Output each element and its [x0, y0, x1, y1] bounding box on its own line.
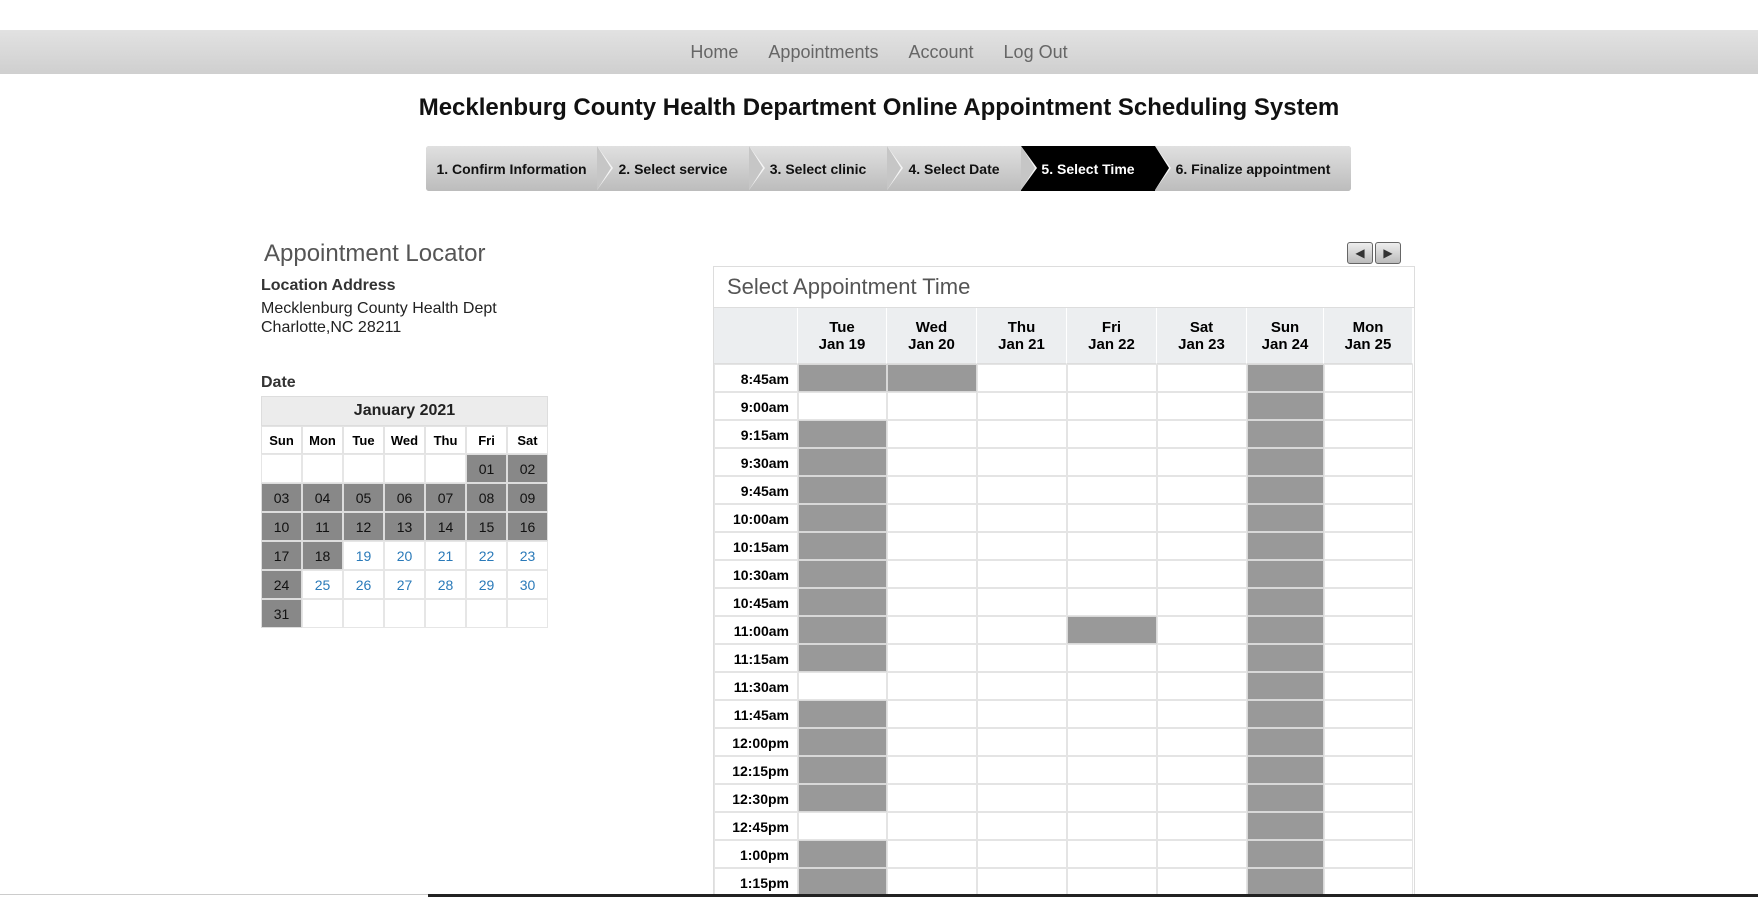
time-label: 9:30am [714, 448, 798, 476]
day-date: Jan 20 [908, 335, 955, 353]
time-label: 11:00am [714, 616, 798, 644]
week-nav [1347, 242, 1401, 264]
time-slot-available[interactable] [1324, 504, 1413, 532]
time-slot-unavailable [1247, 728, 1324, 756]
time-slot-available[interactable] [977, 476, 1067, 504]
time-slot-available[interactable] [977, 812, 1067, 840]
calendar-day: 12 [343, 512, 384, 541]
time-slot-available[interactable] [977, 588, 1067, 616]
time-label: 11:30am [714, 672, 798, 700]
time-slot-available[interactable] [1324, 784, 1413, 812]
time-slot-available[interactable] [887, 840, 977, 868]
step-label: 4. Select Date [908, 160, 1000, 177]
time-slot-available[interactable] [1324, 616, 1413, 644]
day-column-header [887, 308, 977, 364]
time-slot-unavailable [798, 420, 887, 448]
previous-week-button[interactable] [1347, 242, 1373, 264]
page-title: Mecklenburg County Health Department Online Appointment Scheduling System [418, 94, 1340, 121]
time-slot-available[interactable] [1157, 868, 1247, 896]
calendar-day: 05 [343, 483, 384, 512]
time-label: 10:45am [714, 588, 798, 616]
time-label: 12:30pm [714, 784, 798, 812]
calendar-day[interactable]: 19 [343, 541, 384, 570]
time-slot-unavailable [798, 588, 887, 616]
step-label: 1. Confirm Information [436, 160, 587, 177]
day-date: Jan 22 [1088, 335, 1135, 353]
time-slot-unavailable [798, 868, 887, 896]
time-slot-unavailable [1247, 448, 1324, 476]
day-column-header [1247, 308, 1324, 364]
time-slot-available[interactable] [977, 392, 1067, 420]
time-slot-available[interactable] [1324, 728, 1413, 756]
address-line-2: Charlotte,NC 28211 [261, 319, 402, 336]
step-label: 6. Finalize appointment [1175, 160, 1331, 177]
calendar-empty-cell [343, 454, 384, 483]
day-of-week: Sun [1270, 318, 1300, 336]
day-column-header [1067, 308, 1157, 364]
calendar-empty-cell [261, 454, 302, 483]
time-slot-available[interactable] [798, 392, 887, 420]
time-slot-available[interactable] [1157, 784, 1247, 812]
calendar-day[interactable]: 29 [466, 570, 507, 599]
time-slot-available[interactable] [1157, 476, 1247, 504]
day-column-header [977, 308, 1067, 364]
time-slot-available[interactable] [1324, 364, 1413, 392]
calendar-empty-cell [343, 599, 384, 628]
location-address-label: Location Address [261, 277, 396, 294]
time-label: 9:45am [714, 476, 798, 504]
step-label: 5. Select Time [1041, 160, 1135, 177]
time-slot-available[interactable] [1157, 756, 1247, 784]
time-slot-unavailable [1247, 672, 1324, 700]
calendar-day: 04 [302, 483, 343, 512]
calendar-day: 03 [261, 483, 302, 512]
time-slot-available[interactable] [977, 756, 1067, 784]
time-slot-available[interactable] [1324, 420, 1413, 448]
time-slot-available[interactable] [887, 504, 977, 532]
time-slot-available[interactable] [887, 588, 977, 616]
calendar-empty-cell [384, 454, 425, 483]
time-slot-available[interactable] [977, 672, 1067, 700]
calendar-empty-cell [302, 599, 343, 628]
time-slot-available[interactable] [977, 784, 1067, 812]
time-slot-unavailable [1247, 812, 1324, 840]
time-slot-available[interactable] [887, 420, 977, 448]
nav-logout-link[interactable]: Log Out [1003, 41, 1068, 62]
calendar-day: 08 [466, 483, 507, 512]
calendar-day[interactable]: 21 [425, 541, 466, 570]
time-slot-available[interactable] [887, 560, 977, 588]
time-slot-available[interactable] [1067, 868, 1157, 896]
time-slot-available[interactable] [1324, 700, 1413, 728]
time-slot-available[interactable] [887, 784, 977, 812]
time-slot-unavailable [798, 448, 887, 476]
calendar-day: 06 [384, 483, 425, 512]
weekday-header: Sun [261, 426, 302, 454]
time-slot-available[interactable] [1324, 868, 1413, 896]
calendar-empty-cell [507, 599, 548, 628]
time-slot-available[interactable] [1157, 700, 1247, 728]
time-slot-unavailable [887, 364, 977, 392]
time-slot-available[interactable] [1324, 532, 1413, 560]
day-date: Jan 24 [1261, 335, 1309, 353]
time-slot-available[interactable] [1324, 756, 1413, 784]
nav-appointments-link[interactable]: Appointments [768, 41, 879, 62]
appointment-time-grid [713, 266, 1415, 896]
time-slot-available[interactable] [1157, 728, 1247, 756]
weekday-header: Sat [507, 426, 548, 454]
time-label: 12:00pm [714, 728, 798, 756]
time-slot-available[interactable] [1067, 644, 1157, 672]
day-date: Jan 19 [818, 335, 866, 353]
time-slot-available[interactable] [1157, 364, 1247, 392]
time-label: 10:00am [714, 504, 798, 532]
time-slot-available[interactable] [1157, 392, 1247, 420]
time-slot-unavailable [1247, 840, 1324, 868]
time-slot-unavailable [1247, 700, 1324, 728]
day-column-header [798, 308, 887, 364]
time-slot-unavailable [798, 504, 887, 532]
calendar-day[interactable]: 27 [384, 570, 425, 599]
left-triangle-icon: ◀ [1355, 246, 1365, 260]
top-nav-bar [0, 30, 1758, 74]
time-slot-available[interactable] [1157, 532, 1247, 560]
time-slot-unavailable [798, 476, 887, 504]
time-slot-unavailable [1247, 560, 1324, 588]
time-slot-available[interactable] [977, 728, 1067, 756]
time-slot-unavailable [798, 756, 887, 784]
calendar-empty-cell [384, 599, 425, 628]
step-label: 3. Select clinic [769, 160, 867, 177]
time-slot-available[interactable] [1324, 588, 1413, 616]
time-slot-available[interactable] [977, 840, 1067, 868]
address-line-1: Mecklenburg County Health Dept [261, 300, 497, 317]
time-slot-available[interactable] [887, 728, 977, 756]
calendar-month-title: January 2021 [261, 396, 548, 426]
time-slot-available[interactable] [977, 616, 1067, 644]
calendar-day: 18 [302, 541, 343, 570]
step-label: 2. Select service [618, 160, 728, 177]
time-slot-unavailable [1247, 784, 1324, 812]
weekday-header: Thu [425, 426, 466, 454]
grid-corner-header [714, 308, 798, 364]
time-slot-unavailable [798, 784, 887, 812]
time-slot-available[interactable] [887, 448, 977, 476]
calendar-day: 07 [425, 483, 466, 512]
time-slot-unavailable [1247, 532, 1324, 560]
day-of-week: Thu [1007, 318, 1036, 336]
time-slot-available[interactable] [1067, 728, 1157, 756]
time-slot-available[interactable] [1067, 504, 1157, 532]
calendar-day[interactable]: 25 [302, 570, 343, 599]
time-label: 10:15am [714, 532, 798, 560]
right-triangle-icon: ▶ [1383, 246, 1393, 260]
calendar-day[interactable]: 30 [507, 570, 548, 599]
time-slot-available[interactable] [977, 420, 1067, 448]
time-slot-available[interactable] [1157, 616, 1247, 644]
time-slot-available[interactable] [1324, 448, 1413, 476]
time-label: 8:45am [714, 364, 798, 392]
time-slot-unavailable [1247, 476, 1324, 504]
time-slot-available[interactable] [977, 364, 1067, 392]
step-finalize-appointment[interactable] [1155, 146, 1351, 191]
time-slot-available[interactable] [887, 532, 977, 560]
nav-home-link[interactable]: Home [690, 41, 739, 62]
time-slot-available[interactable] [1157, 840, 1247, 868]
calendar-empty-cell [425, 599, 466, 628]
calendar-day: 16 [507, 512, 548, 541]
time-slot-available[interactable] [1157, 504, 1247, 532]
day-date: Jan 21 [998, 335, 1045, 353]
step-select-clinic[interactable] [749, 146, 887, 191]
time-slot-available[interactable] [887, 644, 977, 672]
calendar-day: 10 [261, 512, 302, 541]
date-calendar [261, 396, 548, 628]
time-label: 12:15pm [714, 756, 798, 784]
time-slot-available[interactable] [1067, 392, 1157, 420]
time-slot-available[interactable] [1324, 392, 1413, 420]
calendar-day[interactable]: 20 [384, 541, 425, 570]
time-slot-available[interactable] [887, 756, 977, 784]
time-slot-unavailable [1247, 644, 1324, 672]
time-slot-unavailable [1247, 756, 1324, 784]
date-label: Date [261, 374, 296, 391]
time-slot-available[interactable] [798, 672, 887, 700]
calendar-day: 14 [425, 512, 466, 541]
calendar-empty-cell [302, 454, 343, 483]
divider [0, 894, 428, 895]
day-date: Jan 25 [1344, 335, 1392, 353]
time-slot-available[interactable] [1157, 560, 1247, 588]
calendar-day: 17 [261, 541, 302, 570]
calendar-day: 01 [466, 454, 507, 483]
calendar-day[interactable]: 26 [343, 570, 384, 599]
time-label: 11:15am [714, 644, 798, 672]
time-slot-available[interactable] [887, 476, 977, 504]
time-slot-available[interactable] [1157, 420, 1247, 448]
time-slot-available[interactable] [1067, 812, 1157, 840]
calendar-day: 09 [507, 483, 548, 512]
time-slot-available[interactable] [1324, 672, 1413, 700]
weekday-header: Wed [384, 426, 425, 454]
time-slot-unavailable [798, 364, 887, 392]
calendar-day: 02 [507, 454, 548, 483]
time-slot-unavailable [1247, 616, 1324, 644]
time-slot-available[interactable] [1067, 532, 1157, 560]
schedule-title: Select Appointment Time [714, 267, 1414, 308]
time-slot-available[interactable] [887, 700, 977, 728]
calendar-day: 31 [261, 599, 302, 628]
time-slot-available[interactable] [1067, 560, 1157, 588]
day-of-week: Wed [915, 318, 948, 336]
calendar-empty-cell [425, 454, 466, 483]
time-label: 9:15am [714, 420, 798, 448]
time-slot-available[interactable] [1067, 784, 1157, 812]
calendar-day: 13 [384, 512, 425, 541]
time-label: 1:00pm [714, 840, 798, 868]
time-slot-available[interactable] [977, 868, 1067, 896]
day-date: Jan 23 [1178, 335, 1225, 353]
time-slot-unavailable [798, 728, 887, 756]
time-slot-unavailable [798, 532, 887, 560]
time-slot-available[interactable] [1324, 560, 1413, 588]
time-slot-unavailable [1247, 392, 1324, 420]
time-slot-available[interactable] [1067, 756, 1157, 784]
time-slot-available[interactable] [1067, 700, 1157, 728]
time-slot-available[interactable] [887, 616, 977, 644]
calendar-day[interactable]: 22 [466, 541, 507, 570]
calendar-day[interactable]: 28 [425, 570, 466, 599]
time-slot-available[interactable] [1067, 448, 1157, 476]
day-column-header [1324, 308, 1413, 364]
time-slot-available[interactable] [1324, 812, 1413, 840]
time-label: 12:45pm [714, 812, 798, 840]
time-slot-available[interactable] [1157, 812, 1247, 840]
time-label: 1:15pm [714, 868, 798, 896]
time-slot-available[interactable] [1157, 448, 1247, 476]
time-slot-available[interactable] [1067, 364, 1157, 392]
time-slot-available[interactable] [977, 700, 1067, 728]
weekday-header: Mon [302, 426, 343, 454]
calendar-day: 24 [261, 570, 302, 599]
time-slot-unavailable [1067, 616, 1157, 644]
time-slot-unavailable [1247, 588, 1324, 616]
next-week-button[interactable] [1375, 242, 1401, 264]
time-slot-grid [714, 308, 1414, 896]
time-slot-unavailable [798, 644, 887, 672]
calendar-day[interactable]: 23 [507, 541, 548, 570]
time-slot-unavailable [798, 700, 887, 728]
step-select-date[interactable] [887, 146, 1021, 191]
day-of-week: Tue [829, 318, 855, 336]
day-of-week: Sat [1189, 318, 1214, 336]
time-slot-available[interactable] [798, 812, 887, 840]
time-label: 9:00am [714, 392, 798, 420]
time-label: 11:45am [714, 700, 798, 728]
step-select-time[interactable] [1021, 146, 1155, 191]
time-slot-available[interactable] [1067, 420, 1157, 448]
calendar-empty-cell [466, 599, 507, 628]
weekday-header: Tue [343, 426, 384, 454]
time-slot-unavailable [798, 616, 887, 644]
time-slot-available[interactable] [887, 868, 977, 896]
time-slot-available[interactable] [887, 392, 977, 420]
calendar-day: 15 [466, 512, 507, 541]
time-slot-available[interactable] [1157, 644, 1247, 672]
nav-account-link[interactable]: Account [908, 41, 974, 62]
calendar-grid [261, 426, 548, 628]
time-slot-available[interactable] [1067, 588, 1157, 616]
time-slot-unavailable [1247, 504, 1324, 532]
time-slot-available[interactable] [977, 448, 1067, 476]
time-slot-available[interactable] [1067, 840, 1157, 868]
time-slot-unavailable [798, 560, 887, 588]
day-of-week: Mon [1352, 318, 1384, 336]
time-slot-available[interactable] [977, 532, 1067, 560]
calendar-day: 11 [302, 512, 343, 541]
time-slot-unavailable [1247, 420, 1324, 448]
time-slot-available[interactable] [1067, 476, 1157, 504]
time-slot-available[interactable] [1324, 476, 1413, 504]
time-slot-available[interactable] [1157, 588, 1247, 616]
time-slot-available[interactable] [1324, 840, 1413, 868]
appointment-locator-title: Appointment Locator [264, 240, 486, 267]
time-slot-available[interactable] [887, 672, 977, 700]
time-slot-unavailable [1247, 868, 1324, 896]
time-slot-available[interactable] [977, 644, 1067, 672]
day-of-week: Fri [1101, 318, 1122, 336]
weekday-header: Fri [466, 426, 507, 454]
time-slot-unavailable [1247, 364, 1324, 392]
step-confirm-information[interactable] [426, 146, 597, 191]
day-column-header [1157, 308, 1247, 364]
time-slot-available[interactable] [887, 812, 977, 840]
time-slot-available[interactable] [977, 504, 1067, 532]
time-label: 10:30am [714, 560, 798, 588]
time-slot-available[interactable] [977, 560, 1067, 588]
progress-steps [426, 146, 1351, 191]
time-slot-available[interactable] [1324, 644, 1413, 672]
time-slot-unavailable [798, 840, 887, 868]
time-slot-available[interactable] [1067, 672, 1157, 700]
step-select-service[interactable] [597, 146, 749, 191]
time-slot-available[interactable] [1157, 672, 1247, 700]
